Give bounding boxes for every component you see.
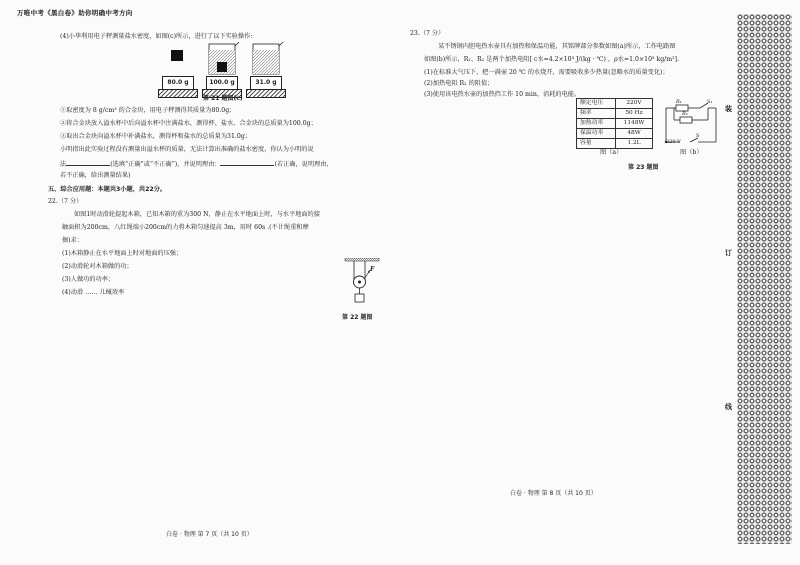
force-label: F xyxy=(370,266,375,273)
page-header: 万唯中考《黑白卷》助你明确中考方向 xyxy=(17,9,133,17)
alloy-block-icon xyxy=(171,50,183,61)
step-3: ③取出合金块向溢水杯中补满盐水，测得杯和盐水的总质量为31.0g； xyxy=(60,133,251,140)
fig21-caption: 第 21 题图(c) xyxy=(203,95,243,102)
step-2: ②将合金块放入溢水杯中后向溢水杯中注满盐水，测得杯、盐水、合金块的总质量为100.0g； xyxy=(60,120,317,127)
s-label: S xyxy=(696,133,700,139)
table-row: 加热功率 1148W xyxy=(577,119,653,129)
section-5-title: 五、综合应用题：本题共3小题，共22分。 xyxy=(48,186,167,193)
binding-margin xyxy=(737,14,792,544)
note-line-2: 法 (选填“正确”或“不正确”)，并说明理由： (若正确，说明理由， xyxy=(60,161,333,168)
q22-sub-1: (1)木箱静止在水平地面上时对地面的压强； xyxy=(62,250,183,257)
table-row: 保温功率 48W xyxy=(577,129,653,139)
q22-sub-3: (3)人做功的功率； xyxy=(62,276,115,283)
step-1: ①取密度为 8 g/cm³ 的合金块，用电子秤测得其质量为80.0g； xyxy=(60,107,236,114)
r1-label: R₁ xyxy=(676,99,682,105)
note-line-1: 小明指出此实验过程没有测量出溢水杯的质量，无法计算出准确的盐水密度，你认为小明的说 xyxy=(60,146,314,153)
answer-blank-2[interactable] xyxy=(220,159,274,166)
q23-sub-1: (1)在标准大气压下，把一满壶 20 ℃ 的水烧开，需要吸收多少热量(忽略水的质量变化)； xyxy=(424,69,669,76)
fig-b-caption: 图（b） xyxy=(680,149,703,156)
r2-label: R₂ xyxy=(682,111,688,117)
q22-line-1: 如图1时动滑轮提起木箱，已知木箱的重为300 N，静止在水平地面上时，与水平地面的接 xyxy=(74,211,320,218)
q23-line-1: 某不锈钢内胆电热水壶具有加热和保温功能，其铭牌部分参数如图(a)所示，工作电路图 xyxy=(438,43,676,50)
scale-reading-3: 31.0 g xyxy=(250,76,282,90)
table-row: 频率 50 Hz xyxy=(577,109,653,119)
q23-sub-3: (3)使用该电热水壶的加热挡工作 10 min，消耗的电能。 xyxy=(424,91,581,98)
binding-label-1: 装 xyxy=(725,104,732,113)
answer-blank-1[interactable] xyxy=(66,159,110,166)
beaker-icon xyxy=(250,40,284,76)
note-line-3: 若不正确，给出测量结果) xyxy=(60,172,131,179)
spec-table xyxy=(576,98,653,149)
fig23-caption: 第 23 题图 xyxy=(628,164,659,171)
footer-right: 白卷 · 物理 第 8 页（共 10 页） xyxy=(510,490,597,497)
table-row: 额定电压 220V xyxy=(577,99,653,109)
binding-label-3: 线 xyxy=(725,402,732,411)
fig-a-caption: 图（a） xyxy=(600,149,623,156)
q22-number: 22.（7 分） xyxy=(48,198,83,205)
q22-line-2: 触面积为200cm，八红绳端小200cm的力将木箱匀速提高 3m，用时 60s .(不计绳重和摩 xyxy=(62,224,309,231)
scale-reading-1: 80.0 g xyxy=(162,76,194,90)
q22-sub-2: (2)动滑轮对木箱做的功； xyxy=(62,263,133,270)
q23-number: 23.（7 分） xyxy=(410,30,445,37)
fig22-caption: 第 22 题图 xyxy=(342,314,373,321)
scale-reading-2: 100.0 g xyxy=(206,76,238,90)
table-row: 容量 1.2L xyxy=(577,139,653,149)
q23-sub-2: (2)加热电阻 R₂ 的阻值； xyxy=(424,80,494,87)
q22-line-3: 擦)求： xyxy=(62,237,83,244)
beaker-with-block-icon xyxy=(206,40,240,76)
s1-label: S₁ xyxy=(707,99,713,105)
voltage-label: 220 V xyxy=(666,139,681,145)
q23-line-2: 如图(b)所示，R₁、R₂ 是两个加热电阻[ c水=4.2×10³ J/(kg · ℃) ，ρ水=1.0×10³ kg/m³]. xyxy=(424,56,679,63)
q21-part4: (4)小华利用电子秤测量盐水密度，如图(c)所示，进行了以下实验操作: xyxy=(60,33,253,40)
pulley-figure xyxy=(343,258,383,308)
q22-sub-4: (4)动滑 …… 儿械效率 xyxy=(62,289,125,296)
binding-label-2: 订 xyxy=(725,248,732,257)
footer-left: 白卷 · 物理 第 7 页（共 10 页） xyxy=(166,531,253,538)
